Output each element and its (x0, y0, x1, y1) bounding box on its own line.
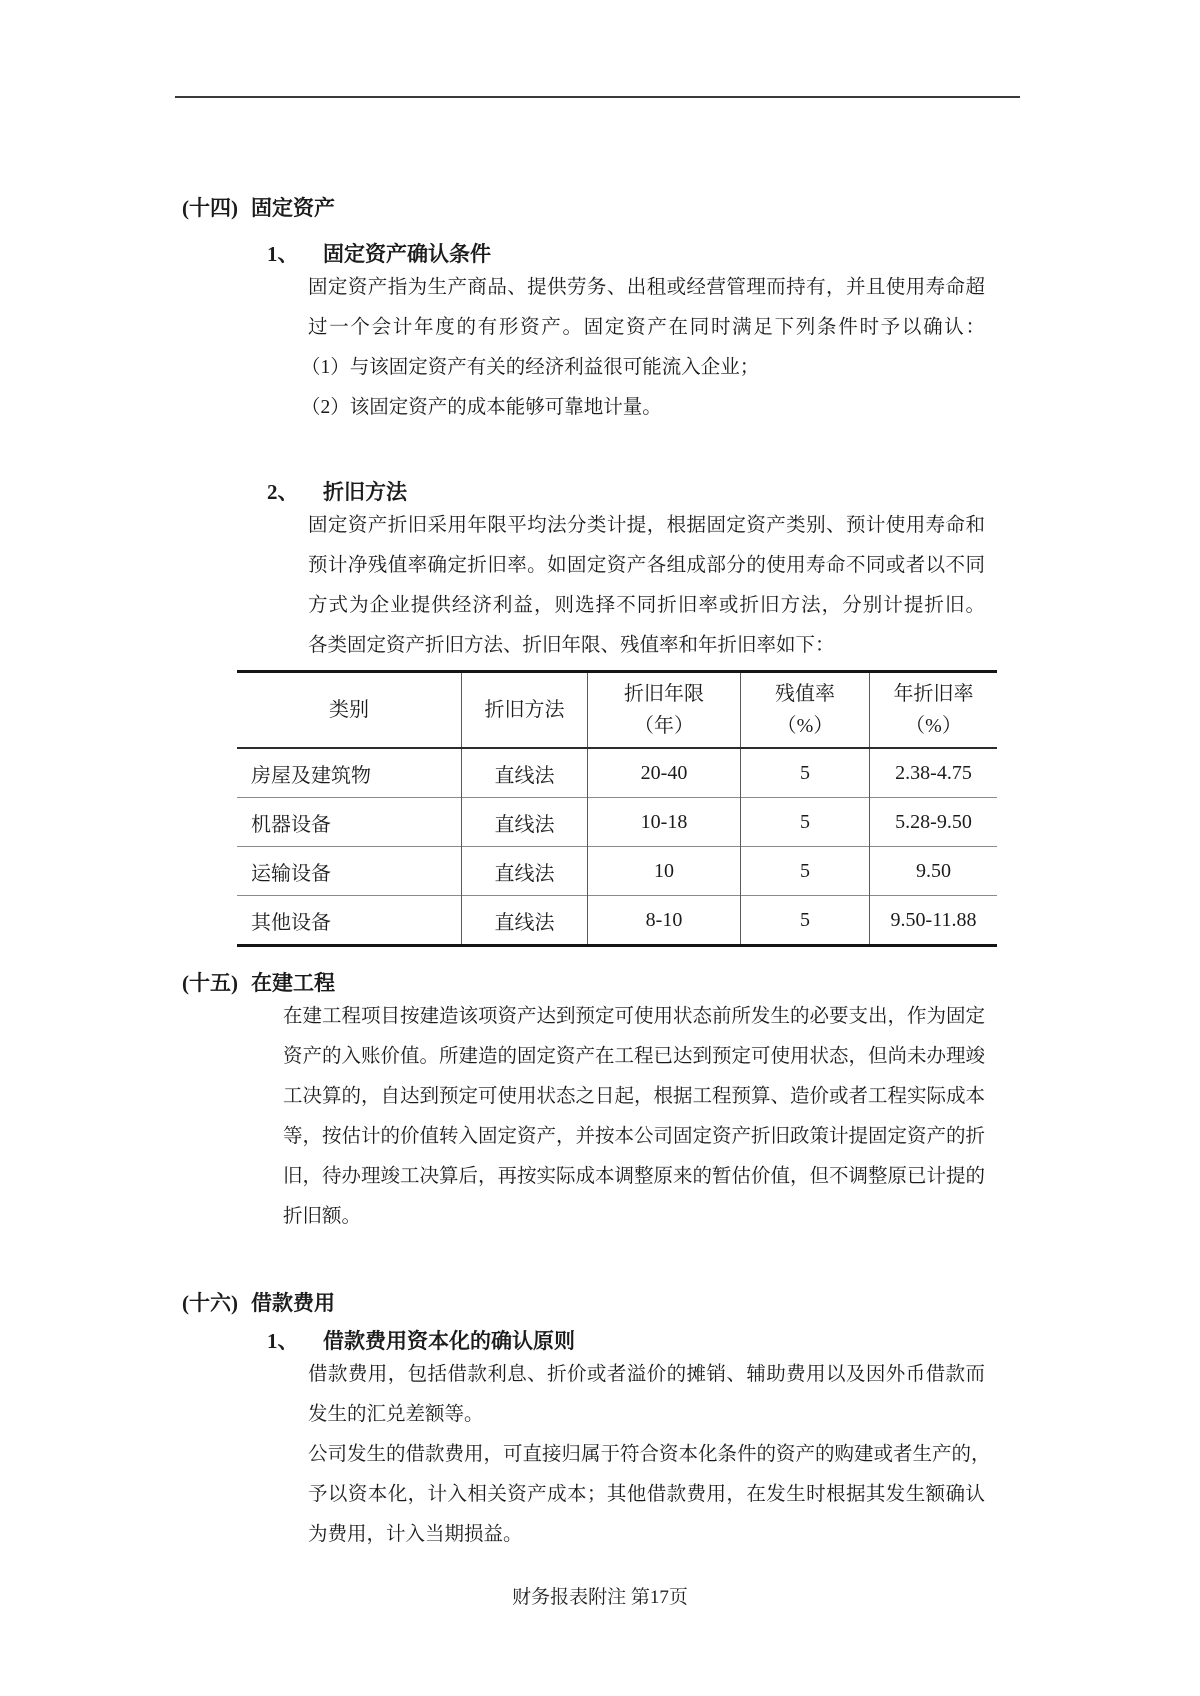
cell-category: 房屋及建筑物 (237, 748, 462, 798)
item-heading (267, 478, 1200, 506)
cell-residual: 5 (741, 896, 870, 946)
cell-method: 直线法 (462, 896, 588, 946)
item-heading (267, 240, 1200, 268)
cell-method: 直线法 (462, 798, 588, 847)
cell-method: 直线法 (462, 748, 588, 798)
paragraph-line: 公司发生的借款费用，可直接归属于符合资本化条件的资产的购建或者生产的， (308, 1444, 991, 1465)
paragraph-line: 发生的汇兑差额等。 (308, 1404, 484, 1425)
section-heading (182, 969, 1200, 997)
table-row (237, 896, 997, 946)
cell-method: 直线法 (462, 847, 588, 896)
header-text: 折旧方法 (484, 699, 565, 721)
cell-residual: 5 (741, 798, 870, 847)
header-cell-annual-rate (870, 672, 998, 749)
page-footer: 财务报表附注 第17页 (512, 1587, 688, 1608)
cell-annual-rate: 5.28-9.50 (870, 798, 998, 847)
header-text: 折旧年限 (624, 683, 704, 705)
cell-years: 10-18 (588, 798, 741, 847)
paragraph-line: 折旧额。 (283, 1206, 362, 1227)
cell-annual-rate: 9.50-11.88 (870, 896, 998, 946)
cell-category: 机器设备 (237, 798, 462, 847)
table-row (237, 847, 997, 896)
cell-annual-rate: 9.50 (870, 847, 998, 896)
cell-residual: 5 (741, 847, 870, 896)
item-number: 2、 (267, 480, 299, 504)
header-text: 年折旧率 (893, 683, 974, 705)
section-number: (十四) (182, 196, 238, 220)
paragraph-line: 预计净残值率确定折旧率。如固定资产各组成部分的使用寿命不同或者以不同 (308, 555, 985, 576)
header-text: 类别 (329, 699, 369, 721)
paragraph-line: 各类固定资产折旧方法、折旧年限、残值率和年折旧率如下： (308, 635, 835, 656)
list-line: （2）该固定资产的成本能够可靠地计量。 (301, 397, 662, 418)
cell-residual: 5 (741, 748, 870, 798)
item-title: 固定资产确认条件 (323, 242, 491, 266)
section-title: 固定资产 (251, 196, 335, 220)
section-number: (十六) (182, 1291, 238, 1315)
item-title: 借款费用资本化的确认原则 (323, 1329, 575, 1353)
section-construction-in-progress (0, 969, 1200, 1237)
paragraph-line: 旧，待办理竣工决算后，再按实际成本调整原来的暂估价值，但不调整原已计提的 (283, 1166, 986, 1187)
list-line: （1）与该固定资产有关的经济利益很可能流入企业； (301, 357, 760, 378)
item-number: 1、 (267, 242, 299, 266)
section-title: 在建工程 (251, 971, 335, 995)
paragraph-line: 固定资产指为生产商品、提供劳务、出租或经营管理而持有，并且使用寿命超 (308, 277, 985, 298)
header-text: （%） (905, 715, 962, 737)
depreciation-table (237, 670, 997, 947)
paragraph-line: 工决算的，自达到预定可使用状态之日起，根据工程预算、造价或者工程实际成本 (283, 1086, 986, 1107)
table-header (237, 672, 997, 749)
paragraph-line: 资产的入账价值。所建造的固定资产在工程已达到预定可使用状态，但尚未办理竣 (283, 1046, 986, 1067)
paragraph-line: 固定资产折旧采用年限平均法分类计提，根据固定资产类别、预计使用寿命和 (308, 515, 985, 536)
paragraph-line: 借款费用，包括借款利息、折价或者溢价的摊销、辅助费用以及因外币借款而 (308, 1364, 985, 1385)
cell-annual-rate: 2.38-4.75 (870, 748, 998, 798)
header-cell-residual (741, 672, 870, 749)
section-heading (182, 1289, 1200, 1317)
item-title: 折旧方法 (323, 480, 407, 504)
paragraph-line: 过一个会计年度的有形资产。固定资产在同时满足下列条件时予以确认： (308, 317, 985, 338)
header-text: （%） (776, 715, 834, 737)
cell-years: 8-10 (588, 896, 741, 946)
cell-category: 运输设备 (237, 847, 462, 896)
section-fixed-assets (0, 194, 1200, 947)
header-rule (175, 96, 1020, 98)
header-cell-years (588, 672, 741, 749)
header-text: （年） (634, 715, 694, 737)
paragraph-line: 予以资本化，计入相关资产成本；其他借款费用，在发生时根据其发生额确认 (308, 1484, 985, 1505)
paragraph-line: 方式为企业提供经济利益，则选择不同折旧率或折旧方法，分别计提折旧。 (308, 595, 985, 616)
cell-category: 其他设备 (237, 896, 462, 946)
section-heading (182, 194, 1200, 222)
table-body (237, 748, 997, 946)
item-number: 1、 (267, 1329, 299, 1353)
table-header-row (237, 672, 997, 749)
table-row (237, 748, 997, 798)
item-heading (267, 1327, 1200, 1355)
paragraph-line: 为费用，计入当期损益。 (308, 1524, 523, 1545)
header-text: 残值率 (775, 683, 835, 705)
section-title: 借款费用 (251, 1291, 335, 1315)
cell-years: 20-40 (588, 748, 741, 798)
header-cell-method (462, 672, 588, 749)
paragraph-line: 等，按估计的价值转入固定资产，并按本公司固定资产折旧政策计提固定资产的折 (283, 1126, 986, 1147)
paragraph-line: 在建工程项目按建造该项资产达到预定可使用状态前所发生的必要支出，作为固定 (283, 1006, 986, 1027)
section-borrowing-costs (0, 1289, 1200, 1555)
section-number: (十五) (182, 971, 238, 995)
header-cell-category (237, 672, 462, 749)
table-row (237, 798, 997, 847)
cell-years: 10 (588, 847, 741, 896)
